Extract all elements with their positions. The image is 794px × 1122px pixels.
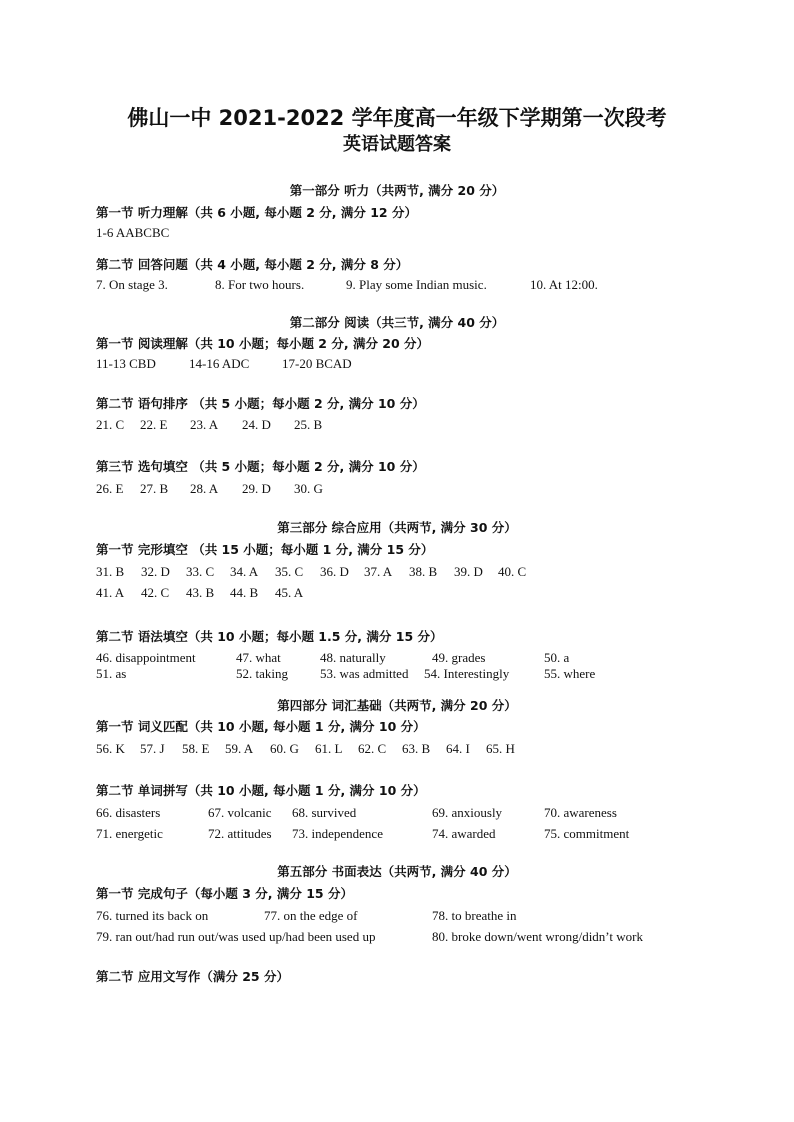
answer-item: 22. E bbox=[140, 417, 168, 432]
part-3-section-1-heading: 第一节 完形填空 （共 15 小题；每小题 1 分, 满分 15 分） bbox=[96, 542, 434, 557]
answer-item: 21. C bbox=[96, 417, 125, 432]
part-2-heading: 第二部分 阅读（共三节, 满分 40 分） bbox=[289, 315, 505, 330]
part-1-section-2-heading: 第二节 回答问题（共 4 小题, 每小题 2 分, 满分 8 分） bbox=[96, 257, 409, 272]
document-title: 佛山一中 2021-2022 学年度高一年级下学期第一次段考 bbox=[127, 106, 667, 130]
answer-item: 37. A bbox=[364, 564, 393, 579]
answer-item: 28. A bbox=[190, 481, 219, 496]
answer-item: 7. On stage 3. bbox=[96, 277, 168, 292]
part-3-heading: 第三部分 综合应用（共两节, 满分 30 分） bbox=[277, 520, 517, 535]
answer-item: 14-16 ADC bbox=[189, 356, 250, 371]
answer-item: 30. G bbox=[294, 481, 323, 496]
answer-item: 23. A bbox=[190, 417, 219, 432]
answer-item: 51. as bbox=[96, 666, 127, 681]
answer-item: 71. energetic bbox=[96, 826, 163, 841]
answer-item: 29. D bbox=[242, 481, 271, 496]
answer-item: 10. At 12:00. bbox=[530, 277, 598, 292]
part-2-section-2-heading: 第二节 语句排序 （共 5 小题；每小题 2 分, 满分 10 分） bbox=[96, 396, 425, 411]
answer-item: 79. ran out/had run out/was used up/had been used up bbox=[96, 929, 376, 944]
answer-item: 39. D bbox=[454, 564, 483, 579]
answer-item: 25. B bbox=[294, 417, 323, 432]
answer-item: 65. H bbox=[486, 741, 515, 756]
answer-item: 60. G bbox=[270, 741, 299, 756]
answer-item: 33. C bbox=[186, 564, 215, 579]
answer-item: 17-20 BCAD bbox=[282, 356, 352, 371]
answer-item: 54. Interestingly bbox=[424, 666, 510, 681]
part-4-section-1-heading: 第一节 词义匹配（共 10 小题, 每小题 1 分, 满分 10 分） bbox=[96, 719, 426, 734]
answer-item: 52. taking bbox=[236, 666, 288, 681]
document-subtitle: 英语试题答案 bbox=[343, 134, 451, 155]
answer-item: 32. D bbox=[141, 564, 170, 579]
answer-item: 67. volcanic bbox=[208, 805, 272, 820]
answer-item: 78. to breathe in bbox=[432, 908, 517, 923]
answer-item: 45. A bbox=[275, 585, 304, 600]
answer-item: 36. D bbox=[320, 564, 349, 579]
answer-item: 72. attitudes bbox=[208, 826, 272, 841]
answer-item: 73. independence bbox=[292, 826, 383, 841]
answer-item: 35. C bbox=[275, 564, 304, 579]
answer-item: 47. what bbox=[236, 650, 281, 665]
answer-item: 31. B bbox=[96, 564, 125, 579]
answer-item: 34. A bbox=[230, 564, 259, 579]
answer-item: 62. C bbox=[358, 741, 387, 756]
part-4-section-2-heading: 第二节 单词拼写（共 10 小题, 每小题 1 分, 满分 10 分） bbox=[96, 783, 426, 798]
answer-item: 53. was admitted bbox=[320, 666, 409, 681]
answer-item: 77. on the edge of bbox=[264, 908, 358, 923]
answer-item: 9. Play some Indian music. bbox=[346, 277, 487, 292]
answer-item: 44. B bbox=[230, 585, 259, 600]
answer-item: 1-6 AABCBC bbox=[96, 225, 170, 240]
answer-item: 41. A bbox=[96, 585, 125, 600]
answer-item: 49. grades bbox=[432, 650, 486, 665]
answer-item: 8. For two hours. bbox=[215, 277, 305, 292]
part-5-section-1-heading: 第一节 完成句子（每小题 3 分, 满分 15 分） bbox=[96, 886, 353, 901]
part-4-heading: 第四部分 词汇基础（共两节, 满分 20 分） bbox=[277, 698, 517, 713]
answer-item: 61. L bbox=[315, 741, 343, 756]
answer-item: 69. anxiously bbox=[432, 805, 503, 820]
part-5-section-2-heading: 第二节 应用文写作（满分 25 分） bbox=[96, 969, 289, 984]
answer-item: 24. D bbox=[242, 417, 271, 432]
answer-item: 42. C bbox=[141, 585, 170, 600]
part-1-section-1-heading: 第一节 听力理解（共 6 小题, 每小题 2 分, 满分 12 分） bbox=[96, 205, 417, 220]
answer-item: 63. B bbox=[402, 741, 431, 756]
answer-item: 55. where bbox=[544, 666, 596, 681]
answer-item: 76. turned its back on bbox=[96, 908, 209, 923]
part-2-section-1-heading: 第一节 阅读理解（共 10 小题；每小题 2 分, 满分 20 分） bbox=[96, 336, 430, 351]
answer-item: 74. awarded bbox=[432, 826, 496, 841]
answer-item: 64. I bbox=[446, 741, 470, 756]
answer-item: 40. C bbox=[498, 564, 527, 579]
part-2-section-3-heading: 第三节 选句填空 （共 5 小题；每小题 2 分, 满分 10 分） bbox=[96, 459, 425, 474]
answer-item: 27. B bbox=[140, 481, 169, 496]
answer-item: 80. broke down/went wrong/didn’t work bbox=[432, 929, 643, 944]
answer-item: 56. K bbox=[96, 741, 125, 756]
answer-item: 59. A bbox=[225, 741, 254, 756]
answer-item: 26. E bbox=[96, 481, 124, 496]
part-1-heading: 第一部分 听力（共两节, 满分 20 分） bbox=[289, 183, 505, 198]
answer-item: 46. disappointment bbox=[96, 650, 196, 665]
answer-item: 38. B bbox=[409, 564, 438, 579]
answer-item: 50. a bbox=[544, 650, 570, 665]
answer-item: 11-13 CBD bbox=[96, 356, 156, 371]
answer-item: 48. naturally bbox=[320, 650, 386, 665]
answer-item: 58. E bbox=[182, 741, 210, 756]
answer-item: 75. commitment bbox=[544, 826, 630, 841]
answer-item: 43. B bbox=[186, 585, 215, 600]
part-5-heading: 第五部分 书面表达（共两节, 满分 40 分） bbox=[277, 864, 517, 879]
answer-item: 57. J bbox=[140, 741, 165, 756]
answer-item: 66. disasters bbox=[96, 805, 161, 820]
answer-item: 70. awareness bbox=[544, 805, 617, 820]
answer-item: 68. survived bbox=[292, 805, 357, 820]
part-3-section-2-heading: 第二节 语法填空（共 10 小题；每小题 1.5 分, 满分 15 分） bbox=[96, 629, 443, 644]
